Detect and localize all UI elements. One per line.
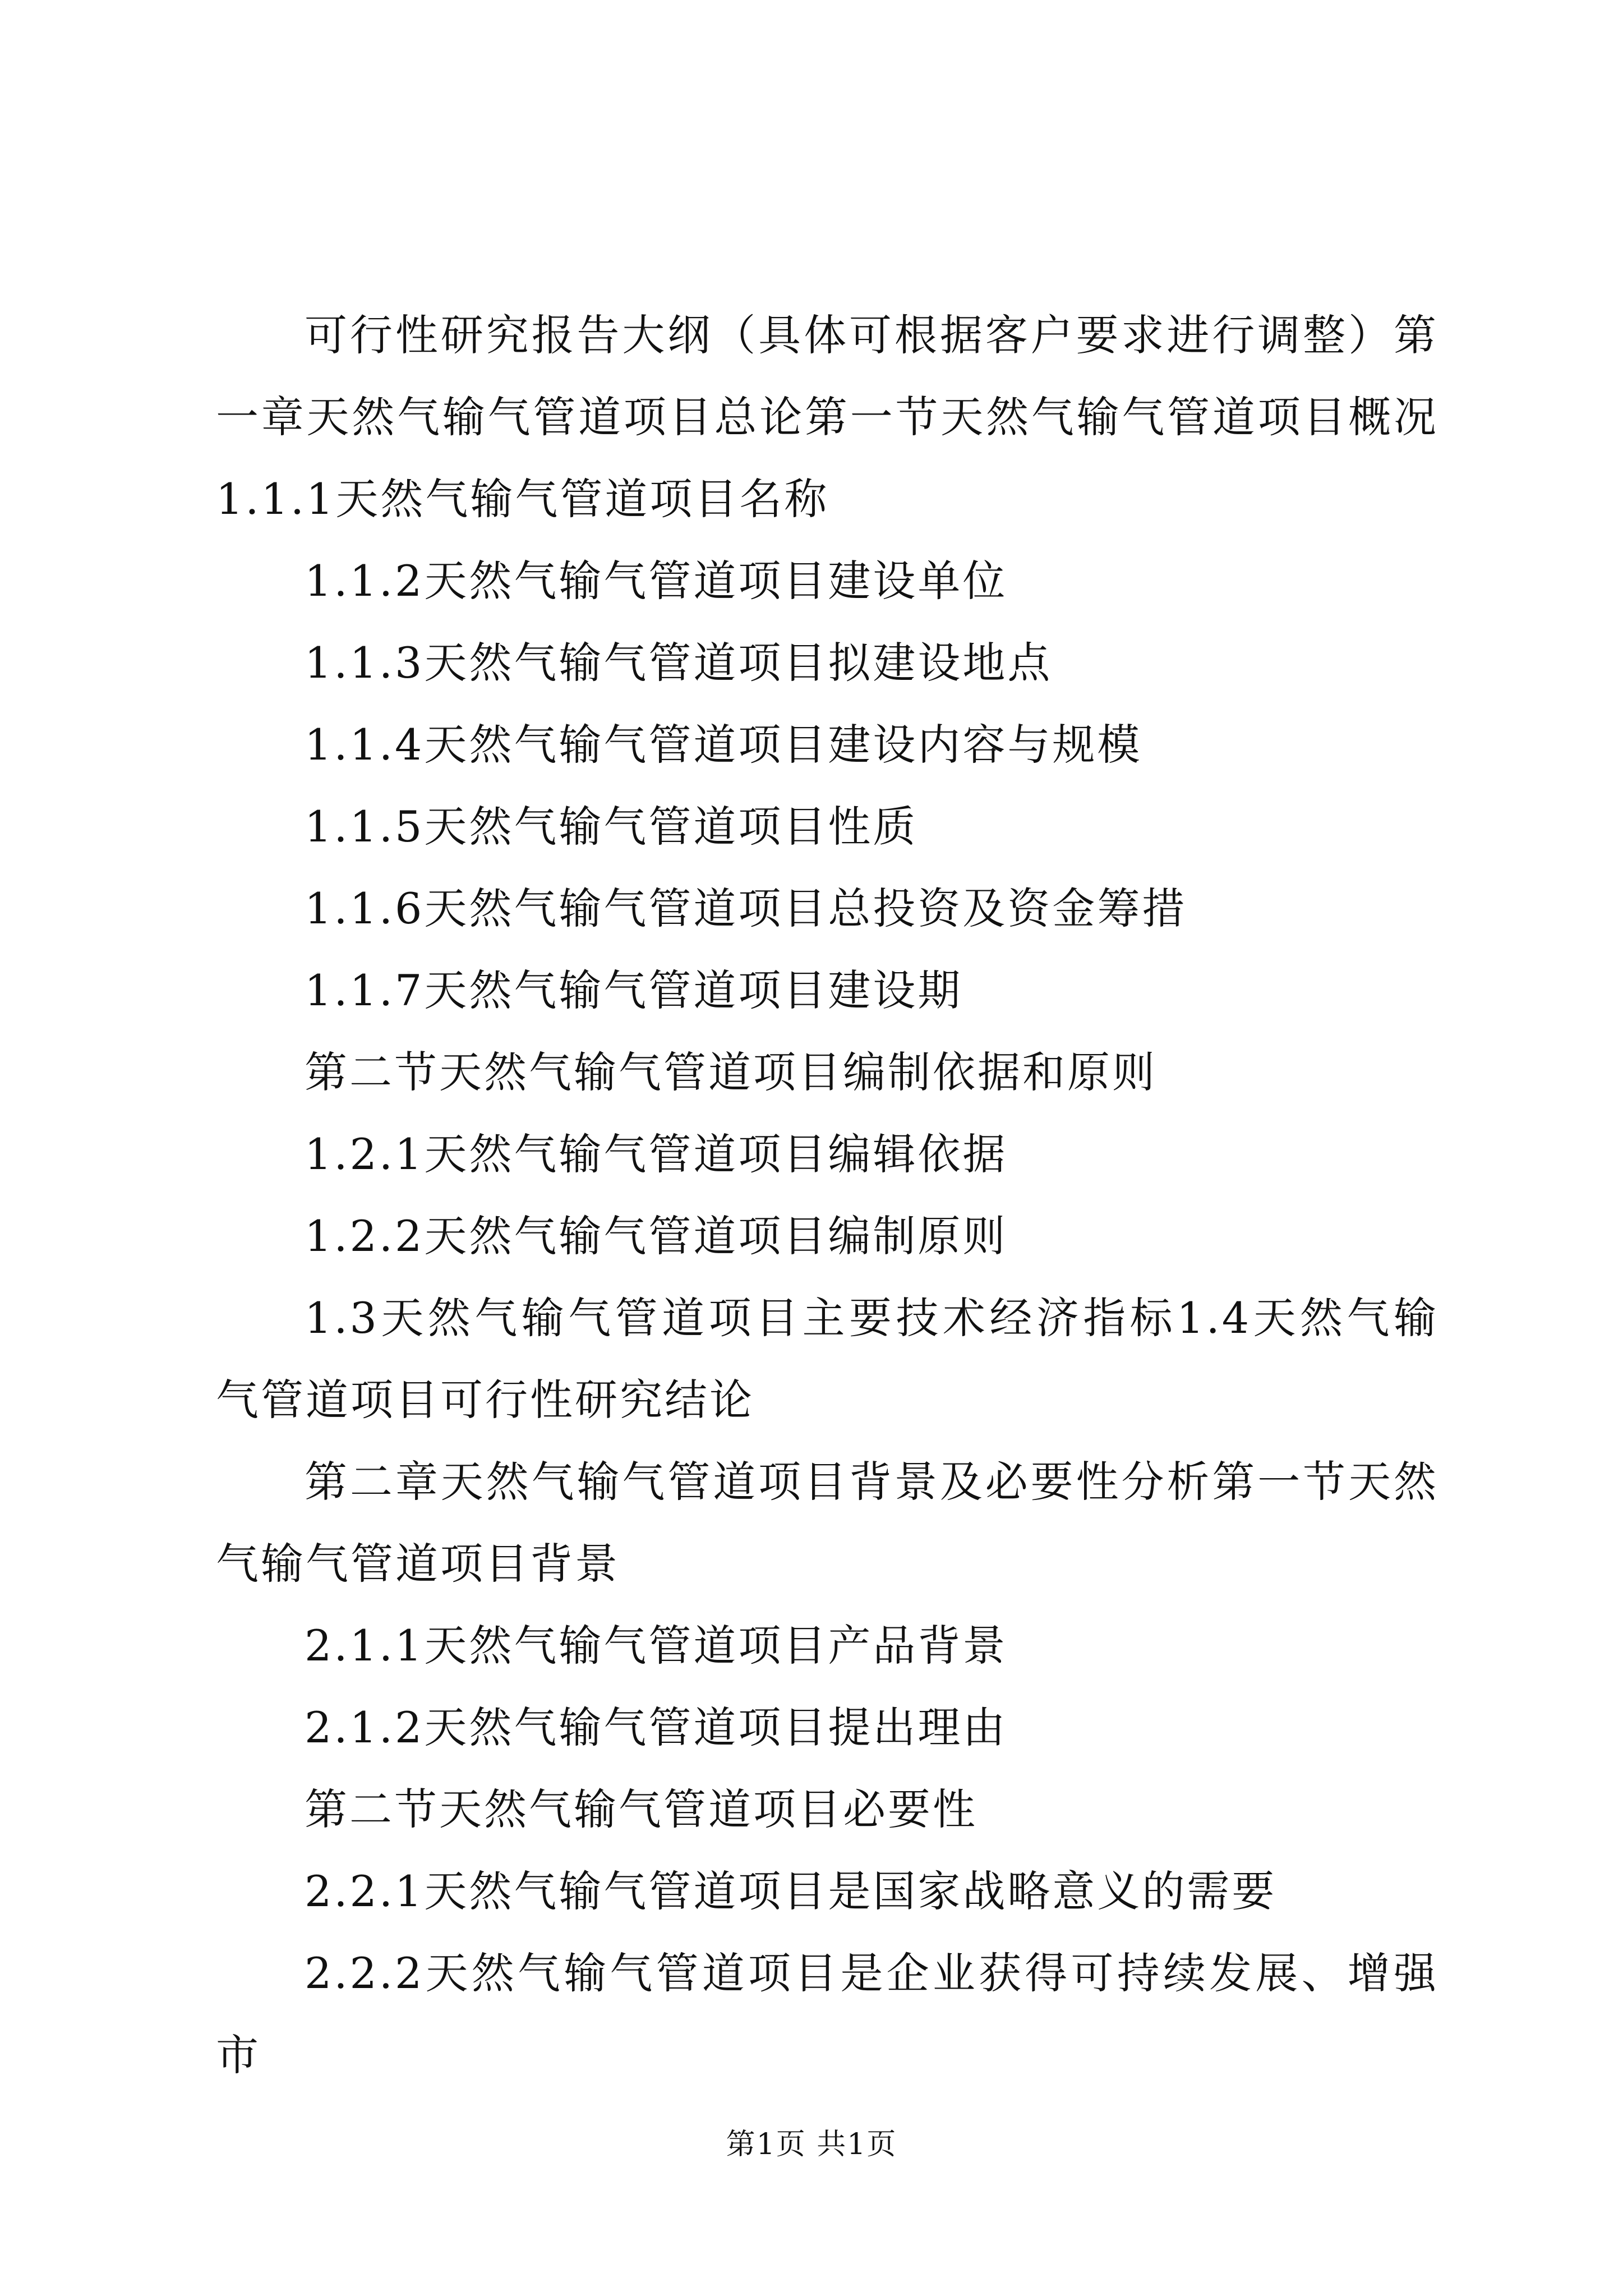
paragraph-chapter2-heading: 第二章天然气输气管道项目背景及必要性分析第一节天然气输气管道项目背景 bbox=[216, 1457, 1438, 1589]
paragraph-1-1-4: 1.1.4天然气输气管道项目建设内容与规模 bbox=[305, 720, 1142, 770]
paragraph-2-2-1: 2.2.1天然气输气管道项目是国家战略意义的需要 bbox=[305, 1866, 1277, 1916]
paragraph-title-chapter1: 可行性研究报告大纲（具体可根据客户要求进行调整）第一章天然气输气管道项目总论第一节天然气输气管道项目概况1.1.1天然气输气管道项目名称 bbox=[216, 310, 1438, 524]
paragraph-2-1-1: 2.1.1天然气输气管道项目产品背景 bbox=[305, 1621, 1008, 1671]
paragraph-1-3-1-4: 1.3天然气输气管道项目主要技术经济指标1.4天然气输气管道项目可行性研究结论 bbox=[216, 1293, 1438, 1425]
paragraph-1-1-6: 1.1.6天然气输气管道项目总投资及资金筹措 bbox=[305, 884, 1187, 933]
paragraph-2-2-2: 2.2.2天然气输气管道项目是企业获得可持续发展、增强市 bbox=[216, 1948, 1438, 2080]
page-number-footer: 第1页 共1页 bbox=[726, 2128, 897, 2161]
document-body bbox=[216, 295, 1438, 2096]
paragraph-1-1-5: 1.1.5天然气输气管道项目性质 bbox=[305, 802, 918, 852]
paragraph-1-1-3: 1.1.3天然气输气管道项目拟建设地点 bbox=[305, 638, 1053, 688]
paragraph-2-1-2: 2.1.2天然气输气管道项目提出理由 bbox=[305, 1703, 1008, 1752]
paragraph-1-2-2: 1.2.2天然气输气管道项目编制原则 bbox=[305, 1211, 1008, 1261]
paragraph-section2-heading: 第二节天然气输气管道项目编制依据和原则 bbox=[305, 1047, 1157, 1097]
paragraph-1-1-7: 1.1.7天然气输气管道项目建设期 bbox=[305, 965, 963, 1015]
paragraph-chapter2-section2-heading: 第二节天然气输气管道项目必要性 bbox=[305, 1784, 978, 1834]
paragraph-1-2-1: 1.2.1天然气输气管道项目编辑依据 bbox=[305, 1129, 1008, 1179]
paragraph-1-1-2: 1.1.2天然气输气管道项目建设单位 bbox=[305, 556, 1008, 606]
